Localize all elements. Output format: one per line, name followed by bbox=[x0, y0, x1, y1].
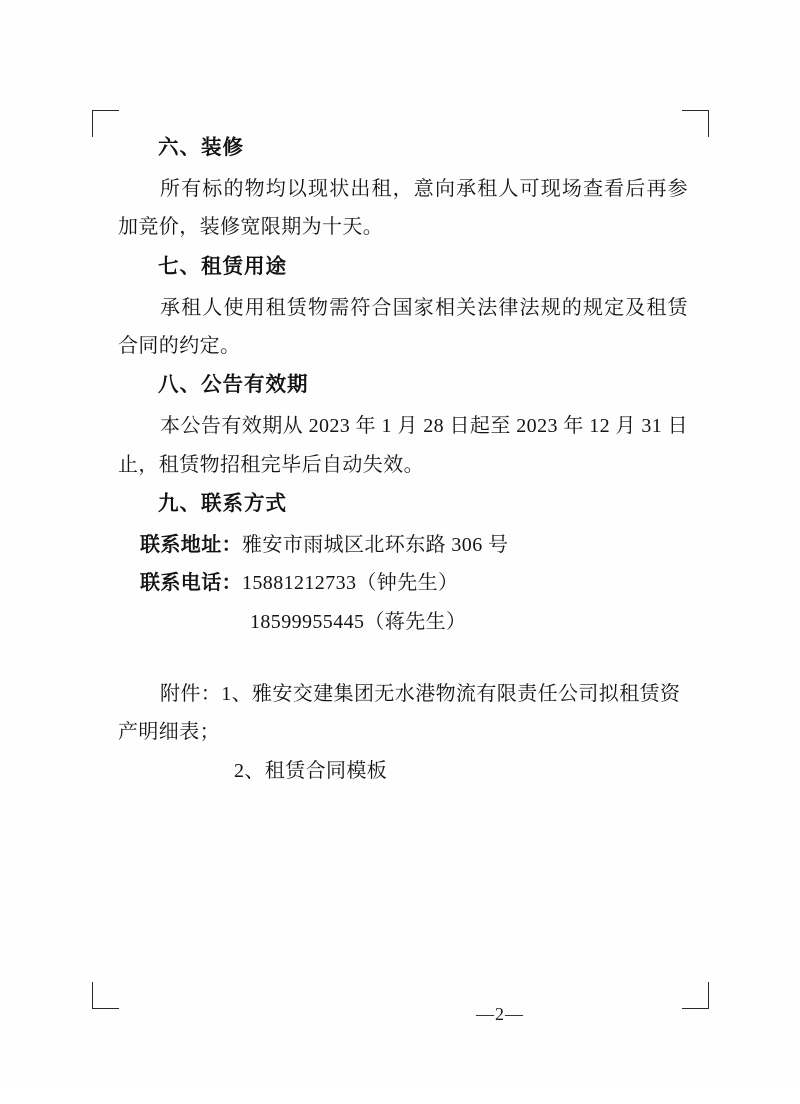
attachment-item-2: 2、租赁合同模板 bbox=[234, 759, 388, 782]
contact-address-line bbox=[118, 526, 688, 564]
section-paragraph-validity-period: 本公告有效期从 2023 年 1 月 28 日起至 2023 年 12 月 31 日止，租赁物招租完毕后自动失效。 bbox=[118, 415, 688, 476]
section-heading-validity-period: 八、公告有效期 bbox=[158, 372, 309, 397]
section-paragraph-decoration: 所有标的物均以现状出租，意向承租人可现场查看后再参加竞价，装修宽限期为十天。 bbox=[118, 177, 688, 239]
crop-mark-top-left bbox=[92, 110, 119, 137]
contact-phone-line-1 bbox=[118, 564, 688, 602]
footer-strip bbox=[0, 1086, 800, 1104]
document-body bbox=[118, 130, 688, 790]
contact-phone-value-1: 15881212733（钟先生） bbox=[242, 572, 459, 595]
section-spacer bbox=[118, 641, 688, 675]
section-heading-lease-purpose: 七、租赁用途 bbox=[158, 253, 287, 278]
contact-address-value: 雅安市雨城区北环东路 306 号 bbox=[242, 533, 509, 556]
contact-phone-value-2: 18599955445（蒋先生） bbox=[250, 610, 467, 633]
contact-phone-label: 联系电话： bbox=[140, 572, 242, 595]
section-paragraph-lease-purpose: 承租人使用租赁物需符合国家相关法律法规的规定及租赁合同的约定。 bbox=[118, 296, 688, 357]
page-number: —2— bbox=[476, 1004, 524, 1024]
section-heading-contact: 九、联系方式 bbox=[158, 490, 287, 515]
contact-address-label: 联系地址： bbox=[140, 533, 242, 556]
attachment-item-1: 附件：1、雅安交建集团无水港物流有限责任公司拟租赁资产明细表； bbox=[118, 683, 681, 744]
contact-phone-line-2 bbox=[118, 603, 688, 641]
section-heading-decoration: 六、装修 bbox=[158, 135, 244, 159]
